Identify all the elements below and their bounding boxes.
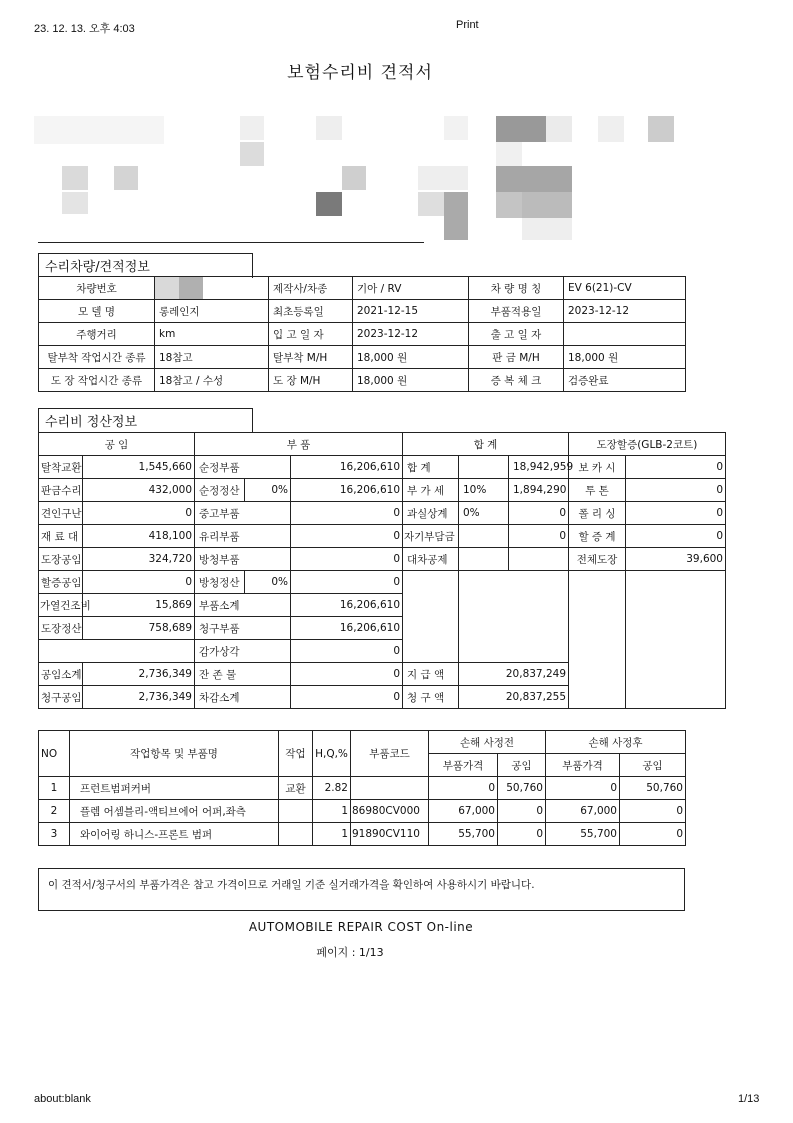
sum-label: 자기부담금: [403, 525, 459, 548]
label-in-date: 입 고 일 자: [269, 323, 353, 346]
value-maker: 기아 / RV: [353, 277, 469, 300]
item-row: [39, 800, 686, 823]
parts-value: 0: [291, 663, 403, 686]
labor-label: 판금수리: [39, 479, 83, 502]
sum-label: 부 가 세: [403, 479, 459, 502]
col-code: 부품코드: [351, 731, 429, 777]
paint-empty-cell: [569, 571, 626, 709]
parts-value: 16,206,610: [291, 456, 403, 479]
settlement-row: [39, 502, 726, 525]
label-sheet-mh: 판 금 M/H: [469, 346, 564, 369]
parts-value: 16,206,610: [291, 594, 403, 617]
labor-label: 재 료 대: [39, 525, 83, 548]
parts-label: 방청정산: [195, 571, 245, 594]
vehicle-row: [39, 277, 686, 300]
parts-label: 부품소계: [195, 594, 291, 617]
sum-rate: [459, 456, 509, 479]
parts-label: 순정부품: [195, 456, 291, 479]
item-no: 3: [39, 823, 70, 846]
sum-empty-cell: [403, 571, 459, 663]
item-no: 2: [39, 800, 70, 823]
label-parts-date: 부품적용일: [469, 300, 564, 323]
paint-value: 0: [626, 479, 726, 502]
item-row: [39, 823, 686, 846]
settlement-header-row: [39, 433, 726, 456]
sum-empty-cell: [459, 571, 569, 663]
labor-label: 공임소계: [39, 663, 83, 686]
parts-value: 0: [291, 525, 403, 548]
settlement-row: [39, 571, 726, 594]
col-before-price: 부품가격: [429, 754, 498, 777]
parts-label: 잔 존 물: [195, 663, 291, 686]
paint-label: 할 증 계: [569, 525, 626, 548]
settlement-row: [39, 479, 726, 502]
sum-value: 18,942,959: [509, 456, 569, 479]
labor-value: 324,720: [83, 548, 195, 571]
parts-label: 순정정산: [195, 479, 245, 502]
header-total: 합 계: [403, 433, 569, 456]
col-before-labor: 공임: [498, 754, 546, 777]
notice-text: 이 견적서/청구서의 부품가격은 참고 가격이므로 거래일 기준 실거래가격을 확인하여 사용하시기 바랍니다.: [48, 879, 535, 891]
notice-box: [38, 868, 685, 911]
value-plate-redacted: [155, 277, 269, 300]
parts-value: 0: [291, 548, 403, 571]
sum-label: 대차공제: [403, 548, 459, 571]
value-sheet-mh: 18,000 원: [564, 346, 686, 369]
claim-value: 20,837,255: [459, 686, 569, 709]
paint-label: 전체도장: [569, 548, 626, 571]
parts-value: 16,206,610: [291, 479, 403, 502]
labor-empty-cell: [39, 640, 195, 663]
parts-value: 0: [291, 502, 403, 525]
sum-value: 1,894,290: [509, 479, 569, 502]
value-detach-mh: 18,000 원: [353, 346, 469, 369]
value-out-date: [564, 323, 686, 346]
label-paint-type: 도 장 작업시간 종류: [39, 369, 155, 392]
item-labor-after: 0: [620, 823, 686, 846]
sum-value: 0: [509, 525, 569, 548]
item-price-after: 0: [546, 777, 620, 800]
item-no: 1: [39, 777, 70, 800]
header-labor: 공 임: [39, 433, 195, 456]
item-code: 86980CV000: [351, 800, 429, 823]
item-price-before: 0: [429, 777, 498, 800]
parts-label: 중고부품: [195, 502, 291, 525]
pay-label: 지 급 액: [403, 663, 459, 686]
items-header-row: [39, 731, 686, 754]
label-maker: 제작사/차종: [269, 277, 353, 300]
parts-value: 0: [291, 571, 403, 594]
paint-empty-cell: [626, 571, 726, 709]
sum-rate: 10%: [459, 479, 509, 502]
parts-label: 유리부품: [195, 525, 291, 548]
sum-rate: [459, 548, 509, 571]
labor-value: 758,689: [83, 617, 195, 640]
sum-rate: 0%: [459, 502, 509, 525]
label-detach-type: 탈부착 작업시간 종류: [39, 346, 155, 369]
document-title: 보험수리비 견적서: [287, 63, 433, 83]
labor-label: 탈착교환: [39, 456, 83, 479]
label-out-date: 출 고 일 자: [469, 323, 564, 346]
col-name: 작업항목 및 부품명: [70, 731, 279, 777]
labor-label: 도장공임: [39, 548, 83, 571]
page-label: 페이지 : 1/13: [316, 946, 384, 959]
value-in-date: 2023-12-12: [353, 323, 469, 346]
labor-label: 도장정산: [39, 617, 83, 640]
vehicle-row: [39, 346, 686, 369]
value-paint-mh: 18,000 원: [353, 369, 469, 392]
col-after-price: 부품가격: [546, 754, 620, 777]
vehicle-row: [39, 300, 686, 323]
settlement-row: [39, 456, 726, 479]
label-dup-check: 증 복 체 크: [469, 369, 564, 392]
col-no: NO: [39, 731, 70, 777]
labor-label: 견인구난: [39, 502, 83, 525]
sum-value: [509, 548, 569, 571]
paint-value: 0: [626, 456, 726, 479]
pay-value: 20,837,249: [459, 663, 569, 686]
item-name: 와이어링 하니스-프론트 범퍼: [70, 823, 279, 846]
paint-label: 폴 리 싱: [569, 502, 626, 525]
settlement-table: [38, 432, 726, 709]
labor-label: 할증공임: [39, 571, 83, 594]
item-labor-before: 0: [498, 823, 546, 846]
sum-value: 0: [509, 502, 569, 525]
parts-value: 16,206,610: [291, 617, 403, 640]
item-price-after: 67,000: [546, 800, 620, 823]
items-table: [38, 730, 686, 846]
labor-value: 0: [83, 502, 195, 525]
redacted-company-info: [34, 116, 694, 244]
item-code: [351, 777, 429, 800]
item-name: 플렘 어셈블리-액티브에어 어퍼,좌측: [70, 800, 279, 823]
parts-rate: 0%: [245, 571, 291, 594]
value-car-name: EV 6(21)-CV: [564, 277, 686, 300]
item-hq: 1: [313, 823, 351, 846]
value-parts-date: 2023-12-12: [564, 300, 686, 323]
item-price-before: 55,700: [429, 823, 498, 846]
labor-value: 418,100: [83, 525, 195, 548]
settlement-row: [39, 548, 726, 571]
value-dup-check: 검증완료: [564, 369, 686, 392]
col-after-labor: 공임: [620, 754, 686, 777]
vehicle-row: [39, 369, 686, 392]
item-work: [279, 823, 313, 846]
value-first-reg: 2021-12-15: [353, 300, 469, 323]
print-title: Print: [456, 19, 479, 31]
paint-value: 0: [626, 502, 726, 525]
labor-value: 432,000: [83, 479, 195, 502]
item-labor-before: 50,760: [498, 777, 546, 800]
item-labor-before: 0: [498, 800, 546, 823]
parts-value: 0: [291, 640, 403, 663]
labor-value: 2,736,349: [83, 663, 195, 686]
labor-value: 2,736,349: [83, 686, 195, 709]
parts-label: 감가상각: [195, 640, 291, 663]
item-labor-after: 50,760: [620, 777, 686, 800]
settlement-row: [39, 525, 726, 548]
labor-value: 1,545,660: [83, 456, 195, 479]
item-work: [279, 800, 313, 823]
label-model: 모 델 명: [39, 300, 155, 323]
value-detach-type: 18참고: [155, 346, 269, 369]
item-price-before: 67,000: [429, 800, 498, 823]
labor-value: 15,869: [83, 594, 195, 617]
item-hq: 1: [313, 800, 351, 823]
label-first-reg: 최초등록일: [269, 300, 353, 323]
header-parts: 부 품: [195, 433, 403, 456]
item-work: 교환: [279, 777, 313, 800]
footer-brand: AUTOMOBILE REPAIR COST On-line: [248, 920, 474, 934]
value-paint-type: 18참고 / 수성: [155, 369, 269, 392]
sum-rate: [459, 525, 509, 548]
item-price-after: 55,700: [546, 823, 620, 846]
col-hq: H,Q,%: [313, 731, 351, 777]
label-car-name: 차 량 명 칭: [469, 277, 564, 300]
labor-label: 가열건조비: [39, 594, 83, 617]
print-datetime: 23. 12. 13. 오후 4:03: [34, 23, 135, 35]
item-labor-after: 0: [620, 800, 686, 823]
settlement-section-title: 수리비 정산정보: [38, 408, 253, 433]
col-work: 작업: [279, 731, 313, 777]
parts-value: 0: [291, 686, 403, 709]
vehicle-section-title: 수리차량/견적정보: [38, 253, 253, 278]
vehicle-info-table: [38, 276, 686, 392]
print-page-count: 1/13: [738, 1093, 760, 1105]
label-plate: 차량번호: [39, 277, 155, 300]
sum-label: 과실상계: [403, 502, 459, 525]
col-after: 손해 사정후: [546, 731, 686, 754]
vehicle-row: [39, 323, 686, 346]
claim-label: 청 구 액: [403, 686, 459, 709]
item-row: [39, 777, 686, 800]
parts-label: 차감소계: [195, 686, 291, 709]
item-name: 프런트범퍼커버: [70, 777, 279, 800]
label-detach-mh: 탈부착 M/H: [269, 346, 353, 369]
parts-rate: 0%: [245, 479, 291, 502]
paint-label: 투 톤: [569, 479, 626, 502]
header-paint-surcharge: 도장할증(GLB-2코트): [569, 433, 726, 456]
item-code: 91890CV110: [351, 823, 429, 846]
sum-label: 합 계: [403, 456, 459, 479]
print-url: about:blank: [34, 1093, 91, 1105]
value-mileage: km: [155, 323, 269, 346]
col-before: 손해 사정전: [429, 731, 546, 754]
paint-label: 보 카 시: [569, 456, 626, 479]
label-paint-mh: 도 장 M/H: [269, 369, 353, 392]
parts-label: 청구부품: [195, 617, 291, 640]
paint-value: 0: [626, 525, 726, 548]
label-mileage: 주행거리: [39, 323, 155, 346]
item-hq: 2.82: [313, 777, 351, 800]
paint-value: 39,600: [626, 548, 726, 571]
labor-label: 청구공임: [39, 686, 83, 709]
value-model: 롱레인지: [155, 300, 269, 323]
parts-label: 방청부품: [195, 548, 291, 571]
labor-value: 0: [83, 571, 195, 594]
